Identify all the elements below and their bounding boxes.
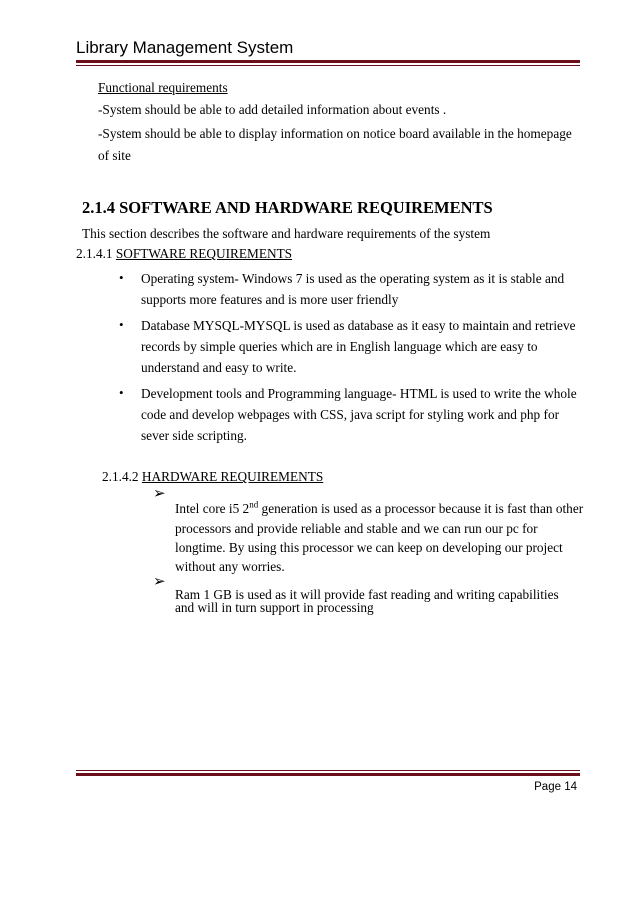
page-number: Page 14	[534, 781, 577, 793]
footer-rule-thin	[76, 770, 580, 771]
software-heading	[76, 245, 292, 263]
hardware-item-2-line-1: Ram 1 GB is used as it will provide fast reading and writing capabilities	[175, 587, 559, 602]
functional-line-2a: -System should be able to display information on notice board available in the homepage	[98, 126, 572, 141]
header-rule-thin	[76, 65, 580, 66]
hardware-heading	[102, 468, 323, 486]
section-heading: 2.1.4 SOFTWARE AND HARDWARE REQUIREMENTS	[82, 198, 493, 217]
page-header-title: Library Management System	[76, 38, 294, 57]
functional-requirements-heading: Functional requirements	[98, 80, 228, 95]
functional-line-1: -System should be able to add detailed information about events .	[98, 102, 447, 117]
software-item-1-line-2: supports more features and is more user friendly	[141, 292, 399, 307]
section-intro: This section describes the software and hardware requirements of the system	[82, 226, 491, 241]
software-item-3-line-2: code and develop webpages with CSS, java script for styling work and php for	[141, 407, 560, 422]
hardware-item-1-line-2: processors and provide reliable and stable and we can run our pc for	[175, 521, 538, 536]
bullet-icon: •	[119, 385, 124, 400]
header-rule-thick	[76, 60, 580, 63]
software-item-3-line-1: Development tools and Programming language- HTML is used to write the whole	[141, 386, 577, 401]
functional-line-2b: of site	[98, 148, 131, 163]
hardware-item-1-line-3: longtime. By using this processor we can keep on developing our project	[175, 540, 563, 555]
hardware-item-1-pre: Intel core i5 2	[175, 501, 250, 516]
arrow-bullet-icon: ➢	[153, 572, 166, 590]
hardware-item-2-line-2: and will in turn support in processing	[175, 600, 374, 615]
software-item-2-line-2: records by simple queries which are in English language which are easy to	[141, 339, 538, 354]
hardware-heading-title: HARDWARE REQUIREMENTS	[141, 469, 324, 484]
software-item-1-line-1: Operating system- Windows 7 is used as the operating system as it is stable and	[141, 271, 565, 286]
hardware-item-1-line-4: without any worries.	[175, 559, 285, 574]
bullet-icon: •	[119, 270, 124, 285]
arrow-bullet-icon: ➢	[153, 484, 166, 502]
software-item-2-line-1: Database MYSQL-MYSQL is used as database as it easy to maintain and retrieve	[141, 318, 576, 333]
hardware-heading-number: 2.1.4.2	[102, 469, 142, 484]
hardware-item-1-sup: nd	[249, 499, 259, 510]
hardware-item-1-line-1	[175, 500, 583, 518]
software-heading-number: 2.1.4.1	[76, 246, 116, 261]
footer-rule-thick	[76, 773, 580, 776]
hardware-item-1-post: generation is used as a processor because it is fast than other	[258, 501, 584, 516]
software-item-3-line-3: sever side scripting.	[141, 428, 247, 443]
software-heading-title: SOFTWARE REQUIREMENTS	[115, 246, 293, 261]
software-item-2-line-3: understand and easy to write.	[141, 360, 297, 375]
bullet-icon: •	[119, 317, 124, 332]
